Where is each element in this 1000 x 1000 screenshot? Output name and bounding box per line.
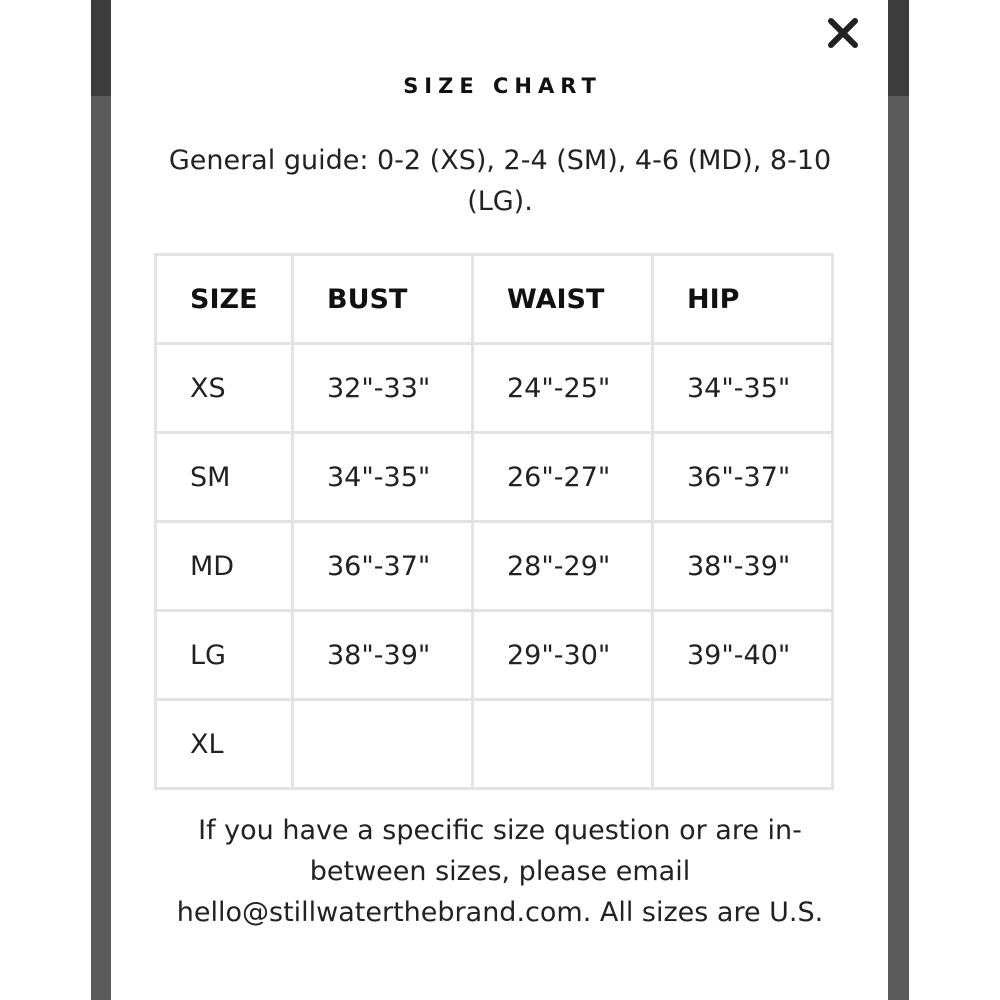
table-row [157,701,831,787]
cell-waist [474,701,651,787]
header-bust: BUST [294,256,471,342]
header-size: SIZE [157,256,291,342]
header-waist: WAIST [474,256,651,342]
cell-hip: 34"-35" [654,345,831,431]
table-row [157,345,831,431]
close-button[interactable] [824,14,862,52]
cell-hip [654,701,831,787]
cell-waist: 28"-29" [474,523,651,609]
cell-hip: 38"-39" [654,523,831,609]
table-header-row [157,256,831,342]
cell-bust: 34"-35" [294,434,471,520]
cell-bust: 38"-39" [294,612,471,698]
cell-bust: 32"-33" [294,345,471,431]
cell-bust [294,701,471,787]
cell-hip: 39"-40" [654,612,831,698]
cell-waist: 24"-25" [474,345,651,431]
modal-title: SIZE CHART [403,74,602,98]
table-row [157,612,831,698]
cell-size: XS [157,345,291,431]
footer-note-text: If you have a specific size question or are in-between sizes, please email hello@stillwaterthebrand.com. All sizes are U.S. [176,815,824,928]
size-table [154,253,834,790]
backdrop-right[interactable] [888,0,909,1000]
table-row [157,434,831,520]
cell-size: SM [157,434,291,520]
general-guide-text: General guide: 0-2 (XS), 2-4 (SM), 4-6 (MD), 8-10 (LG). [168,145,832,217]
header-hip: HIP [654,256,831,342]
backdrop-left[interactable] [91,0,111,1000]
cell-size: LG [157,612,291,698]
cell-waist: 29"-30" [474,612,651,698]
cell-size: MD [157,523,291,609]
cell-hip: 36"-37" [654,434,831,520]
cell-waist: 26"-27" [474,434,651,520]
table-row [157,523,831,609]
close-icon [824,14,862,52]
cell-size: XL [157,701,291,787]
cell-bust: 36"-37" [294,523,471,609]
